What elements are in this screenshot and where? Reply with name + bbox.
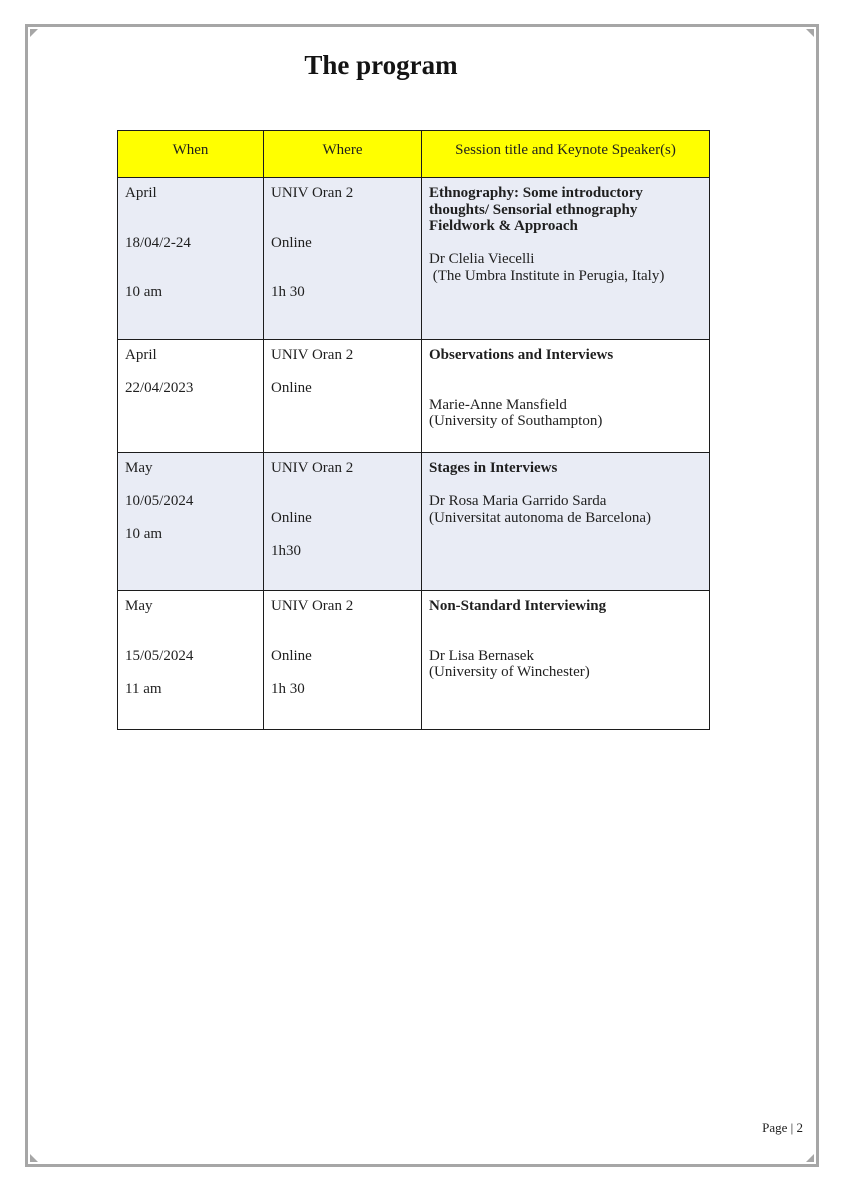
cell-line: 1h 30	[271, 680, 305, 697]
border-corner-ornament	[806, 1154, 814, 1162]
table-row	[118, 178, 710, 340]
cell-line: Marie-Anne Mansfield	[429, 396, 567, 413]
cell-line: UNIV Oran 2	[271, 598, 354, 614]
cell-line: 1h30	[271, 542, 301, 559]
cell-line	[271, 664, 415, 681]
cell-line: Online	[271, 509, 312, 526]
column-header-when: When	[118, 131, 264, 178]
cell-when	[118, 453, 264, 591]
table-row	[118, 453, 710, 591]
cell-line: Non-Standard Interviewing	[429, 598, 607, 614]
column-header-session: Session title and Keynote Speaker(s)	[422, 131, 710, 178]
cell-line: 10 am	[125, 526, 163, 542]
cell-line: April	[125, 347, 157, 363]
table-row	[118, 591, 710, 730]
cell-line	[429, 477, 703, 494]
cell-line	[125, 364, 257, 381]
cell-line	[429, 615, 703, 632]
cell-line	[271, 251, 415, 268]
cell-line	[125, 615, 257, 632]
cell-line: April	[125, 185, 157, 201]
cell-line	[125, 268, 257, 285]
cell-line: Online	[271, 380, 312, 396]
cell-line: Online	[271, 647, 312, 664]
border-corner-ornament	[806, 29, 814, 37]
cell-session	[422, 591, 710, 730]
cell-line	[271, 218, 415, 235]
cell-session	[422, 178, 710, 340]
program-table	[117, 130, 710, 730]
cell-line	[271, 364, 415, 381]
cell-line: 15/05/2024	[125, 647, 194, 664]
cell-line	[125, 251, 257, 268]
cell-session	[422, 453, 710, 591]
border-corner-ornament	[30, 29, 38, 37]
cell-line: Stages in Interviews	[429, 460, 558, 476]
cell-line: UNIV Oran 2	[271, 185, 354, 201]
cell-where	[264, 340, 422, 453]
cell-line	[429, 380, 703, 397]
cell-when	[118, 178, 264, 340]
cell-line: 10/05/2024	[125, 493, 194, 509]
cell-line	[429, 235, 703, 252]
cell-line: 1h 30	[271, 284, 305, 300]
cell-line: 18/04/2-24	[125, 234, 191, 251]
cell-line: 10 am	[125, 284, 163, 300]
cell-line: Observations and Interviews	[429, 347, 614, 363]
cell-line	[271, 631, 415, 648]
table-row	[118, 340, 710, 453]
page-title: The program	[304, 50, 458, 80]
cell-line: May	[125, 598, 153, 614]
cell-where	[264, 453, 422, 591]
cell-when	[118, 340, 264, 453]
cell-line: (The Umbra Institute in Perugia, Italy)	[429, 267, 665, 284]
cell-line: UNIV Oran 2	[271, 460, 354, 476]
cell-line: May	[125, 460, 153, 476]
cell-line	[125, 218, 257, 235]
cell-line: (Universitat autonoma de Barcelona)	[429, 509, 651, 526]
cell-line: thoughts/ Sensorial ethnography	[429, 201, 638, 218]
cell-session	[422, 340, 710, 453]
cell-line	[271, 477, 415, 494]
cell-line: Dr Lisa Bernasek	[429, 647, 534, 664]
cell-line	[271, 493, 415, 510]
cell-where	[264, 178, 422, 340]
table-header-row	[118, 131, 710, 178]
cell-line	[271, 615, 415, 632]
page-number: Page | 2	[762, 1120, 803, 1135]
cell-line	[271, 526, 415, 543]
cell-line	[125, 477, 257, 494]
cell-line: (University of Southampton)	[429, 413, 603, 429]
column-header-where: Where	[264, 131, 422, 178]
border-corner-ornament	[30, 1154, 38, 1162]
cell-line	[271, 202, 415, 219]
cell-line	[429, 631, 703, 648]
cell-line: Fieldwork & Approach	[429, 218, 578, 234]
cell-line: Online	[271, 234, 312, 251]
cell-where	[264, 591, 422, 730]
cell-line	[271, 268, 415, 285]
cell-line	[125, 202, 257, 219]
cell-line	[125, 664, 257, 681]
cell-line: 11 am	[125, 680, 162, 697]
cell-when	[118, 591, 264, 730]
cell-line	[125, 631, 257, 648]
cell-line: (University of Winchester)	[429, 664, 590, 680]
cell-line: Dr Rosa Maria Garrido Sarda	[429, 493, 607, 509]
cell-line	[429, 364, 703, 381]
cell-line	[125, 510, 257, 527]
cell-line: Ethnography: Some introductory	[429, 185, 643, 201]
cell-line: 22/04/2023	[125, 380, 194, 396]
cell-line: Dr Clelia Viecelli	[429, 251, 535, 267]
cell-line: UNIV Oran 2	[271, 347, 354, 363]
